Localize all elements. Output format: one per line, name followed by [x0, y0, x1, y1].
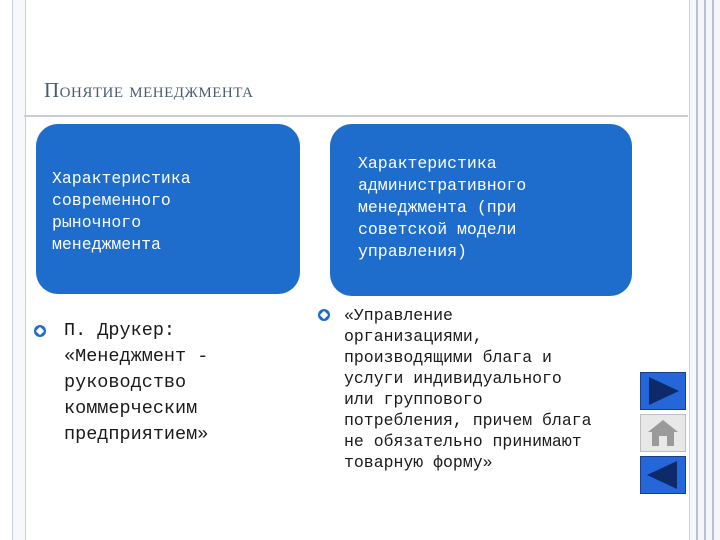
definition-line: или группового	[344, 390, 483, 409]
bullet-icon	[318, 309, 330, 321]
definition-line: товарную форму»	[344, 453, 493, 472]
administrative-definition	[344, 305, 644, 473]
definition-line: потребления, причем блага	[344, 411, 592, 430]
quote-line: предприятием»	[64, 424, 209, 445]
definition-line: не обязательно принимают	[344, 432, 582, 451]
slide-title: Понятие менеджмента	[44, 78, 254, 102]
left-frame	[12, 0, 26, 540]
next-slide-button[interactable]	[640, 372, 686, 410]
box-line: рыночного	[52, 213, 142, 232]
previous-slide-button[interactable]	[640, 456, 686, 494]
right-border	[689, 0, 720, 540]
box-line: административного	[358, 176, 527, 195]
quote-line: «Менеджмент -	[64, 346, 209, 367]
box-line: менеджмента	[52, 235, 161, 254]
bullet-icon	[34, 325, 46, 337]
box-line: Характеристика	[358, 154, 497, 173]
definition-line: производящими блага и	[344, 348, 552, 367]
box-line: современного	[52, 191, 171, 210]
definition-line: услуги индивидуального	[344, 369, 562, 388]
play-right-icon	[641, 373, 685, 409]
market-management-box	[36, 124, 300, 294]
box-line: управления)	[358, 242, 467, 261]
home-icon	[641, 415, 685, 451]
title-divider	[24, 115, 688, 117]
drucker-quote	[64, 318, 294, 448]
quote-line: руководство	[64, 372, 187, 393]
box-line: Характеристика	[52, 169, 191, 188]
administrative-management-box	[330, 124, 632, 296]
play-left-icon	[641, 457, 685, 493]
quote-line: П. Друкер:	[64, 320, 176, 341]
box-line: менеджмента (при	[358, 198, 517, 217]
definition-line: «Управление	[344, 306, 453, 325]
quote-line: коммерческим	[64, 398, 198, 419]
definition-line: организациями,	[344, 327, 483, 346]
box-line: советской модели	[358, 220, 517, 239]
home-button[interactable]	[640, 414, 686, 452]
